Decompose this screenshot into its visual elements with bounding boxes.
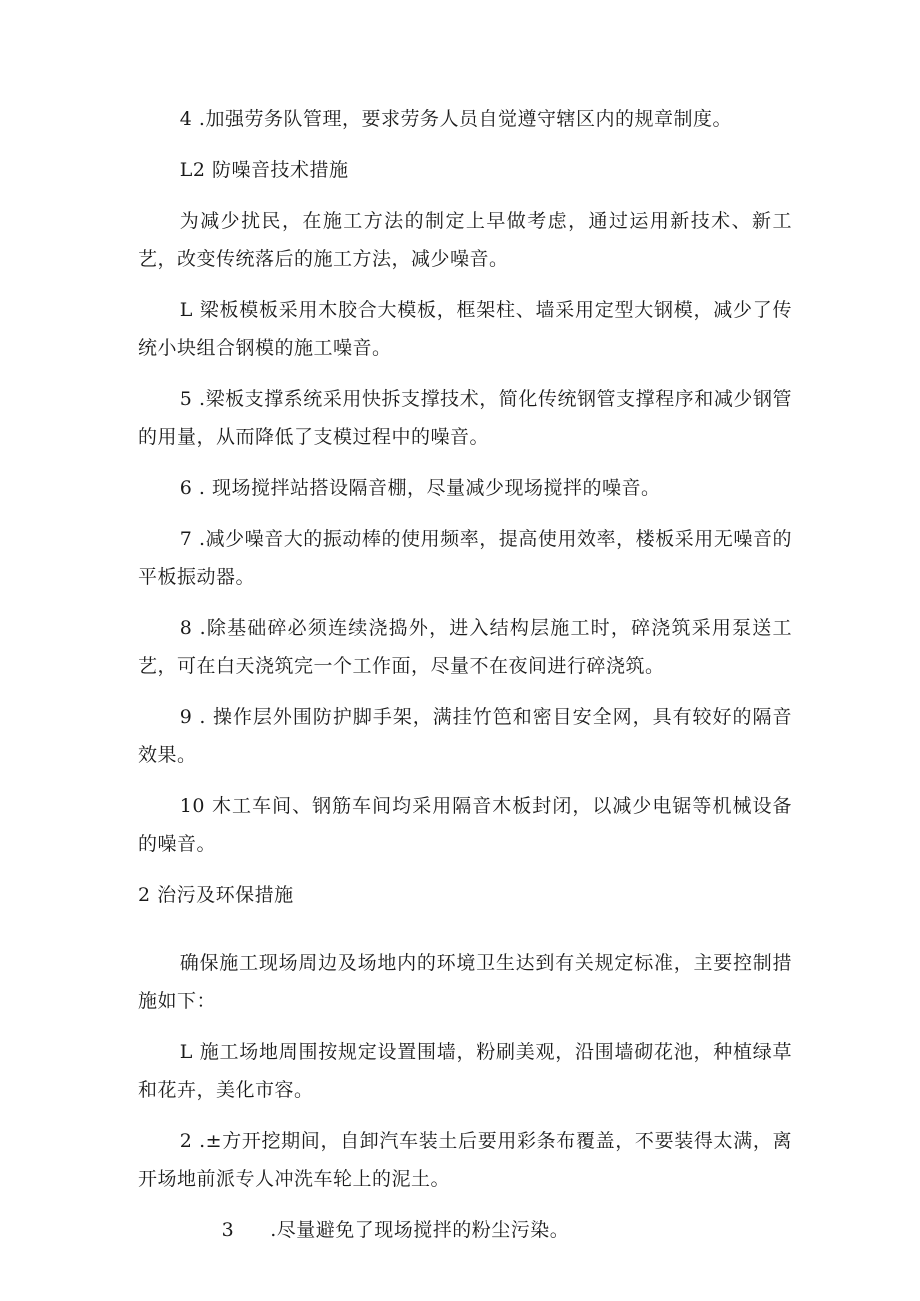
paragraph-concrete-pouring: 8 .除基础碎必须连续浇捣外，进入结构层施工时，碎浇筑采用泵送工艺，可在白天浇筑完一个工作面，尽量不在夜间进行碎浇筑。 (138, 617, 792, 677)
paragraph-scaffolding: 9 . 操作层外围防护脚手架，满挂竹笆和密目安全网，具有较好的隔音效果。 (138, 706, 792, 766)
paragraph-vibrator: 7 .减少噪音大的振动棒的使用频率，提高使用效率，楼板采用无噪音的平板振动器。 (138, 528, 792, 588)
section-heading-pollution-control: 2 治污及环保措施 (138, 884, 294, 906)
paragraph-dust-control (138, 1211, 792, 1249)
item-text: .尽量避免了现场搅拌的粉尘污染。 (270, 1219, 570, 1241)
paragraph-support-system: 5 .梁板支撑系统采用快拆支撑技术，简化传统钢管支撑程序和减少钢管的用量，从而降低了支模过程中的噪音。 (138, 388, 792, 448)
paragraph-site-enclosure: L 施工场地周围按规定设置围墙，粉刷美观，沿围墙砌花池，种植绿草和花卉，美化市容。 (138, 1041, 792, 1101)
paragraph-workshops: 10 木工车间、钢筋车间均采用隔音木板封闭，以减少电锯等机械设备的噪音。 (138, 795, 792, 855)
paragraph-labor-management: 4 .加强劳务队管理，要求劳务人员自觉遵守辖区内的规章制度。 (179, 108, 732, 130)
paragraph-formwork: L 梁板模板采用木胶合大模板，框架柱、墙采用定型大钢模，减少了传统小块组合钢模的施工噪音。 (138, 299, 792, 359)
item-number: 3 (221, 1219, 235, 1241)
document-page (138, 100, 792, 1262)
paragraph-earthwork: 2 .±方开挖期间，自卸汽车装土后要用彩条布覆盖，不要装得太满，离开场地前派专人冲洗车轮上的泥土。 (138, 1130, 792, 1190)
paragraph-mixing-shed: 6 . 现场搅拌站搭设隔音棚，尽量减少现场搅拌的噪音。 (179, 477, 661, 499)
paragraph-noise-intro: 为减少扰民，在施工方法的制定上早做考虑，通过运用新技术、新工艺，改变传统落后的施工方法，减少噪音。 (138, 210, 792, 270)
section-heading-noise-prevention: L2 防噪音技术措施 (179, 159, 349, 181)
paragraph-environment-intro: 确保施工现场周边及场地内的环境卫生达到有关规定标准，主要控制措施如下： (138, 952, 792, 1012)
